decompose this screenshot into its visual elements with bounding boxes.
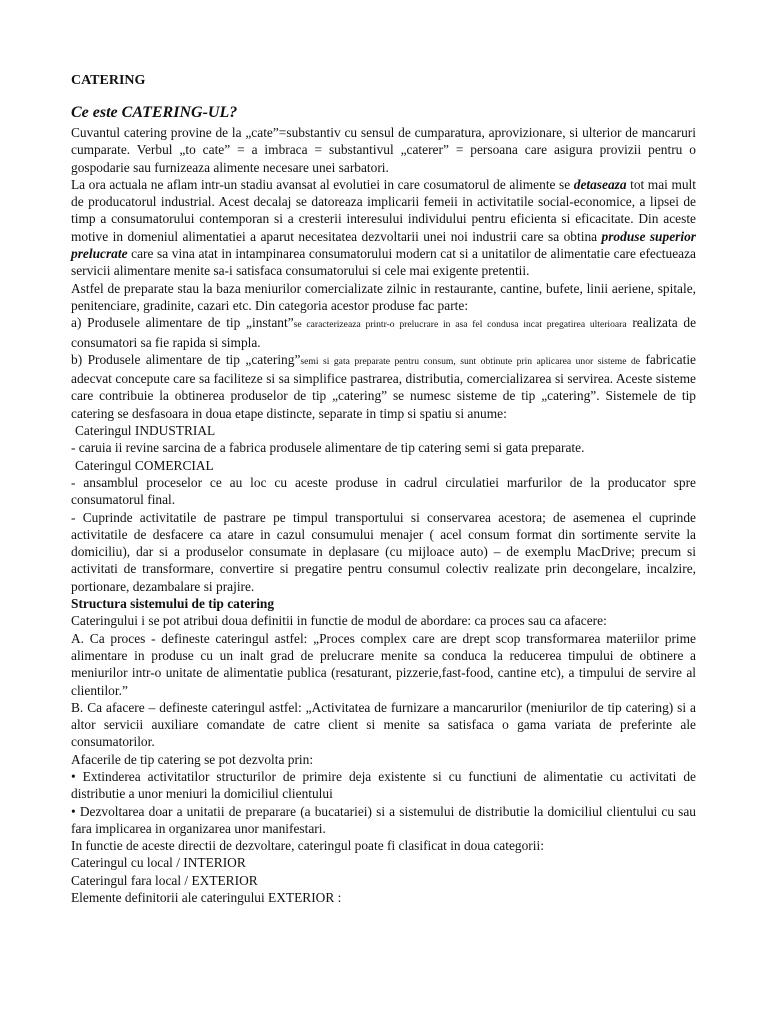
paragraph-business-development: Afacerile de tip catering se pot dezvolta prin: [71, 751, 314, 767]
paragraph-preparations: Astfel de preparate stau la baza meniurilor comercializate zilnic in restaurante, cantine, bufete, linii aeriene, spitale, penitenciare, gradinite, cazari etc. Din categoria acestor produse fac parte: [71, 280, 696, 313]
page-title: CATERING [71, 73, 146, 88]
catering-products-small-text: semi si gata preparate pentru consum, sunt obtinute prin aplicarea unor sisteme de [300, 355, 641, 367]
category-interior: Cateringul cu local / INTERIOR [71, 855, 246, 871]
emphasis-produse-superior-prelucrate: produse superior prelucrate [71, 228, 696, 262]
instant-products-small-text: se caracterizeaza printr-o prelucrare in asa fel condusa incat pregatirea ulterioara [293, 319, 627, 331]
list-item-extension: • Extinderea activitatilor structurilor de primire deja existente si cu functiuni de alimentatie cu activitati de distributie a unor meniuri la domiciliul clientului [71, 768, 696, 802]
paragraph-context-part-3: care sa vina atat in intampinarea consumatorului modern cat si a unitatilor de alimentatie care efectueaza servicii alimentare menite sa-i satisfaca consumatorului si cele mai exigente pretentii. [71, 246, 696, 279]
paragraph-exterior-elements: Elemente definitorii ale cateringului EXTERIOR : [71, 890, 342, 906]
paragraph-etymology: Cuvantul catering provine de la „cate”=substantiv cu sensul de cumparatura, aprovizionare, si ulterior de mancaruri cumparate. Verbul „to cate” = a imbraca = substantivul „caterer” = persoana care asigura provizii pentru o gospodarie sau furnizeaza alimente necesare unei sarbatori. [71, 125, 696, 175]
paragraph-catering-products [71, 351, 696, 422]
industrial-catering-title: Cateringul INDUSTRIAL [75, 423, 216, 439]
commercial-catering-text-2: - Cuprinde activitatile de pastrare pe timpul transportului si conservarea acestora; de asemenea el cuprinde activitatile de desfacere ca atare in cazul consumului menajer ( acel consum format din sortimente servite la domiciliu), dar si a produselor consumate in deplasare (cu mijloace auto) – de exemplu MacDrive; precum si activitati de transformare, convertire si pregatire pentru consumul colectiv realizate prin decongelare, incalzire, portionare, dezambalare si prajire. [71, 509, 696, 594]
definition-as-business: B. Ca afacere – defineste cateringul astfel: „Activitatea de furnizare a mancarurilor (meniurilor de tip catering) si a altor servicii auxiliare comandate de catre client si menite sa satisfaca o gama variata de preferinte ale consumatorilor. [71, 699, 696, 750]
catering-products-tail: fabricatie adecvat concepute care sa faciliteze si sa simplifice pastrarea, distributia, comercializarea si servirea. Aceste sisteme care contribuie la obtinerea produselor de tip „catering” se numesc sisteme de tip „catering”. Sistemele de tip catering se desfasoara in doua etape distincte, separate in timp si spatiu si anume: [71, 351, 696, 421]
list-item-kitchen-development: • Dezvoltarea doar a unitatii de preparare (a bucatariei) si a sistemului de distributie la domiciliul clientului cu sau fara implicarea in organizarea unor manifestari. [71, 803, 696, 836]
definition-as-process: A. Ca proces - defineste cateringul astfel: „Proces complex care are drept scop transformarea materiilor prime alimentare in produse cu un inalt grad de prelucrare menite sa conduca la reducerea timpului de obtinere a meniurilor intr-o unitate de alimentatie publica (resaturant, pizzerie,fast-food, cantine etc), a timpului de servire al clientilor.” [71, 630, 696, 698]
industrial-catering-text: - caruia ii revine sarcina de a fabrica produsele alimentare de tip catering semi si gata preparate. [71, 440, 585, 456]
section-title-structure: Structura sistemului de tip catering [71, 596, 275, 612]
commercial-catering-text-1: - ansamblul proceselor ce au loc cu aceste produse in cadrul circulatiei marfurilor de la producator spre consumatorul final. [71, 474, 696, 508]
category-exterior: Cateringul fara local / EXTERIOR [71, 872, 258, 888]
section-title-what-is-catering: Ce este CATERING-UL? [71, 104, 238, 121]
paragraph-context-part-1: La ora actuala ne aflam intr-un stadiu avansat al evolutiei in care cosumatorul de alimente se [71, 176, 574, 192]
paragraph-context-part-2: tot mai mult de producatorul industrial. Acest decalaj se datoreaza implicarii femeii in activitatile social-economice, a lipsei de timp a consumatorului contemporan si a cresterii interesului individului pentru eficienta si eficacitate. Din aceste motive in domeniul alimentatiei a aparut necesitatea dezvoltarii unei noi industrii care sa obtina [71, 176, 696, 244]
commercial-catering-title: Cateringul COMERCIAL [75, 457, 214, 473]
paragraph-classification: In functie de aceste directii de dezvoltare, cateringul poate fi clasificat in doua categorii: [71, 838, 544, 854]
instant-products-tail: realizata de consumatori sa fie rapida si simpla. [71, 315, 697, 350]
paragraph-structure-intro: Cateringului i se pot atribui doua definitii in functie de modul de abordare: ca proces sau ca afacere: [71, 613, 607, 629]
catering-products-lead: b) Produsele alimentare de tip „catering” [71, 351, 301, 367]
emphasis-detaseaza: detaseaza [573, 176, 627, 192]
paragraph-instant-products [71, 314, 696, 351]
paragraph-context [71, 176, 696, 280]
instant-products-lead: a) Produsele alimentare de tip „instant” [71, 315, 294, 331]
